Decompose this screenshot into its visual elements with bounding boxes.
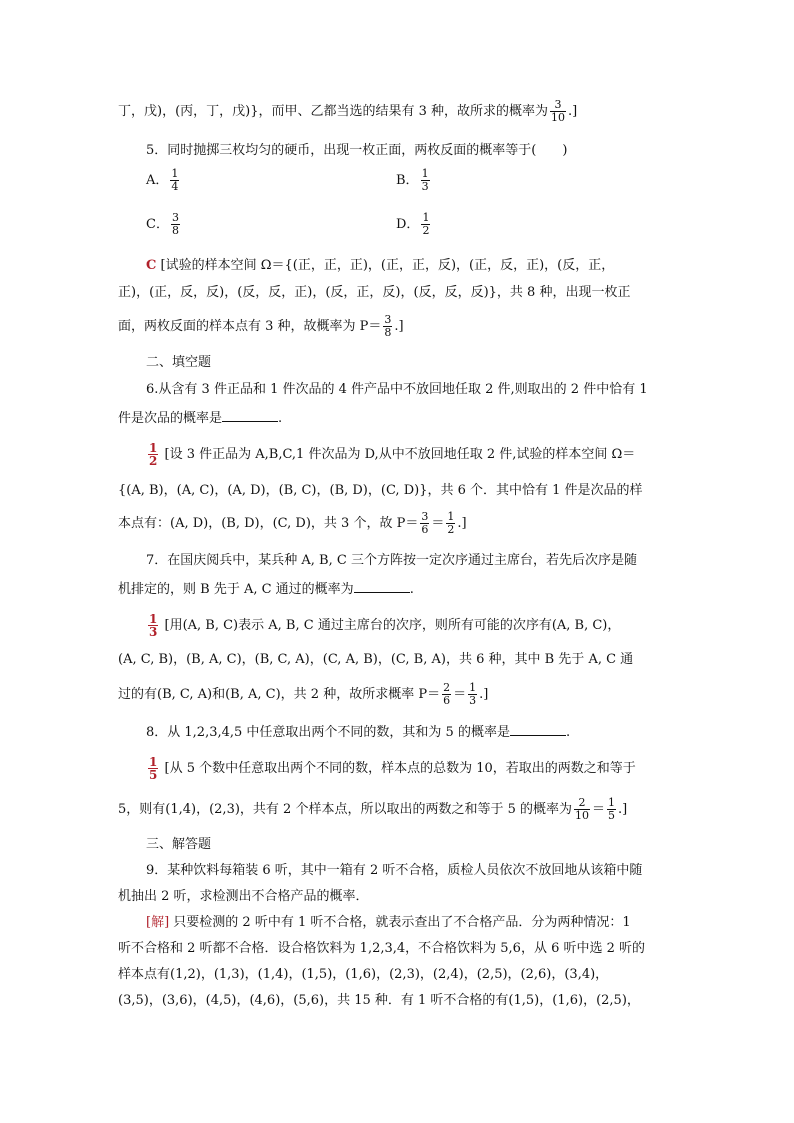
section-heading: 三、解答题 [146,837,212,852]
option-d: D． $\frac{1}{2}$ [396,211,430,237]
answer-8-line-1: $\frac{1}{5}$ [从 5 个数中任意取出两个不同的数，样本点的总数为 10，若取出的两数之和等于 [149,755,636,782]
option-c: C． $\frac{3}{8}$ [146,211,179,237]
answer-label: C [146,258,157,273]
question-9-line-2: 机抽出 2 听，求检测出不合格产品的概率． [118,889,369,904]
text: 丁，戊)，(丙，丁，戊)}，而甲、乙都当选的结果有 3 种，故所求的概率为 [118,104,549,119]
answer-5-line-1: C [试验的样本空间 Ω＝{(正，正，正)，(正，正，反)，(正，反，正)，(反，正， [146,258,615,273]
answer-6-line-1: $\frac{1}{2}$ [设 3 件正品为 A,B,C,1 件次品为 D,从中不放回地任取 2 件,试验的样本空间 Ω＝ [149,441,636,468]
answer-blank [354,580,410,593]
answer-blank [510,723,566,736]
answer-fraction: $\frac{1}{3}$ [149,612,158,639]
question-8: 8．从 1,2,3,4,5 中任意取出两个不同的数，其和为 5 的概率是 . [146,725,571,740]
answer-7-line-1: $\frac{1}{3}$ [用(A, B, C)表示 A, B, C 通过主席台的次序，则所有可能的次序有(A, B, C)， [149,612,621,639]
answer-6-line-2: {(A, B)，(A, C)，(A, D)，(B, C)，(B, D)，(C, D)}，共 6 个．其中恰有 1 件是次品的样 [118,483,643,498]
question-7-line-1: 7．在国庆阅兵中，某兵种 A, B, C 三个方阵按一定次序通过主席台，若先后次序是随 [146,553,637,568]
question-9-line-1: 9．某种饮料每箱装 6 听，其中一箱有 2 听不合格，质检人员依次不放回地从该箱中随 [146,863,643,878]
question-5: 5．同时抛掷三枚均匀的硬币，出现一枚正面，两枚反面的概率等于( ) [146,143,568,158]
answer-blank [222,409,278,422]
text-line: 丁，戊)，(丙，丁，戊)}，而甲、乙都当选的结果有 3 种，故所求的概率为 $\frac{3}{10}$ .] [118,98,578,124]
solution-label: [解] [146,915,170,930]
fraction: $\frac{3}{10}$ [551,98,566,124]
answer-5-line-3: 面，两枚反面的样本点有 3 种，故概率为 P＝ $\frac{3}{8}$ .] [118,313,404,339]
question-6-line-1: 6.从含有 3 件正品和 1 件次品的 4 件产品中不放回地任取 2 件,则取出的 2 件中恰有 1 [146,382,648,397]
answer-fraction: $\frac{1}{5}$ [149,755,158,782]
section-heading: 二、填空题 [146,355,212,370]
answer-7-line-2: (A, C, B)，(B, A, C)，(B, C, A)，(C, A, B)，(C, B, A)，共 6 种，其中 B 先于 A, C 通 [118,652,634,667]
solution-9-line-3: 样本点有(1,2)，(1,3)，(1,4)，(1,5)，(1,6)，(2,3)，(2,4)，(2,5)，(2,6)，(3,4)， [118,967,609,982]
question-6-line-2: 件是次品的概率是 . [118,411,283,426]
option-a: A． $\frac{1}{4}$ [146,167,179,193]
solution-9-line-1: [解] 只要检测的 2 听中有 1 听不合格，就表示查出了不合格产品．分为两种情况：1 [146,915,631,930]
solution-9-line-2: 听不合格和 2 听都不合格．设合格饮料为 1,2,3,4，不合格饮料为 5,6，从 6 听中选 2 听的 [118,941,646,956]
answer-5-line-2: 正)，(正，反，反)，(反，反，正)，(反，正，反)，(反，反，反)}，共 8 种，出现一枚正 [118,285,631,300]
option-b: B． $\frac{1}{3}$ [396,167,429,193]
answer-6-line-3: 本点有：(A, D)，(B, D)，(C, D)，共 3 个，故 P＝ $\frac{3}{6}$ ＝ $\frac{1}{2}$ .] [118,510,467,536]
answer-8-line-2: 5，则有(1,4)，(2,3)，共有 2 个样本点，所以取出的两数之和等于 5 的概率为 $\frac{2}{10}$ ＝ $\frac{1}{5}$ .] [118,796,628,822]
answer-7-line-3: 过的有(B, C, A)和(B, A, C)，共 2 种，故所求概率 P＝ $\frac{2}{6}$ ＝ $\frac{1}{3}$ .] [118,681,489,707]
solution-9-line-4: (3,5)，(3,6)，(4,5)，(4,6)，(5,6)，共 15 种．有 1 听不合格的有(1,5)，(1,6)，(2,5)， [118,993,640,1008]
answer-fraction: $\frac{1}{2}$ [149,441,158,468]
question-7-line-2: 机排定的，则 B 先于 A, C 通过的概率为 . [118,582,414,597]
